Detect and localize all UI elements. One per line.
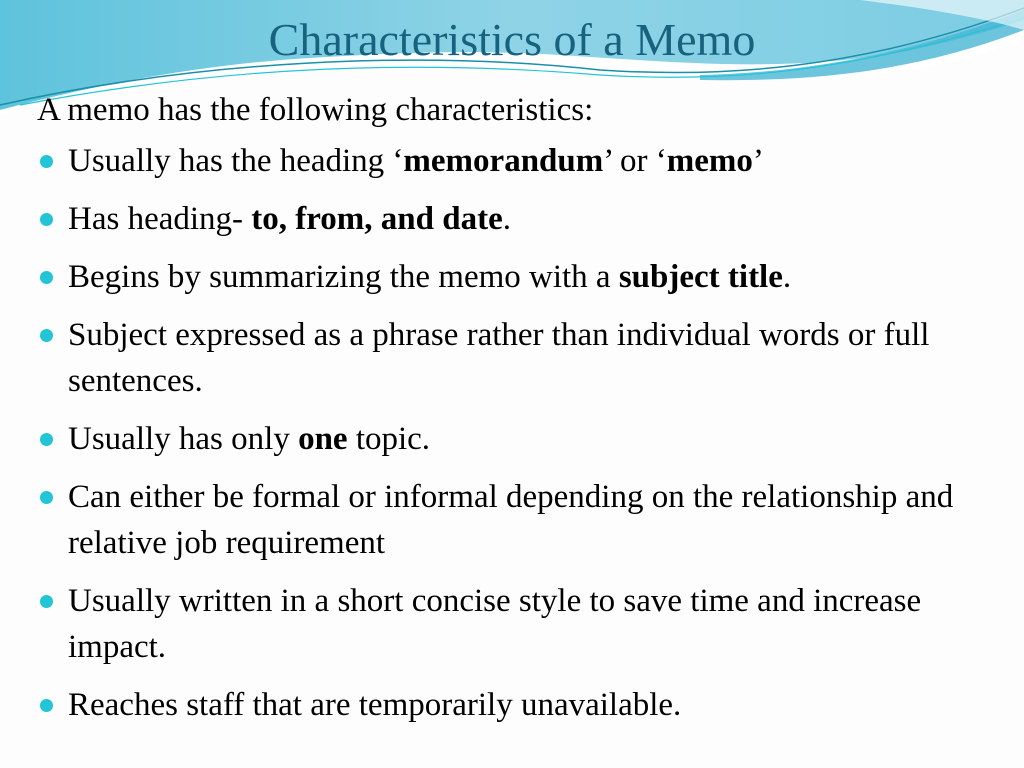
bullet-list: [40, 138, 1000, 740]
bullet-text: Reaches staff that are temporarily unavailable.: [68, 687, 682, 723]
intro-text: A memo has the following characteristics:: [37, 92, 594, 128]
bullet-item: [40, 254, 1000, 300]
bullet-text: .: [782, 259, 792, 295]
bullet-item: [40, 416, 1000, 462]
bold-text: to, from, and date: [251, 201, 503, 237]
bullet-text: topic.: [347, 421, 431, 457]
bullet-text: .: [502, 201, 511, 237]
bullet-text: Has heading-: [68, 201, 252, 237]
bullet-text: Subject expressed as a phrase rather than individual words or full sentences.: [68, 317, 930, 399]
bullet-item: [40, 138, 1000, 184]
bold-text: memorandum: [403, 143, 604, 179]
bullet-item: [40, 312, 1000, 404]
bullet-dot-icon: [40, 329, 53, 342]
bullet-text: Usually has the heading ‘: [68, 143, 404, 179]
bullet-dot-icon: [40, 595, 53, 608]
bullet-item: [40, 196, 1000, 242]
bullet-dot-icon: [40, 213, 53, 226]
slide-title: Characteristics of a Memo: [268, 14, 756, 65]
bullet-text: Begins by summarizing the memo with a: [68, 259, 619, 295]
bold-text: subject title: [618, 259, 783, 295]
bullet-text: Can either be formal or informal depending on the relationship and relative job requirement: [68, 479, 954, 561]
bullet-text: ’: [752, 143, 764, 179]
bullet-dot-icon: [40, 699, 53, 712]
bullet-item: [40, 578, 1000, 670]
bullet-text: Usually written in a short concise style to save time and increase impact.: [68, 583, 922, 665]
bullet-dot-icon: [40, 491, 53, 504]
bullet-item: [40, 474, 1000, 566]
bullet-text: ’ or ‘: [603, 143, 667, 179]
bullet-dot-icon: [40, 155, 53, 168]
bullet-item: [40, 682, 1000, 728]
bold-text: memo: [666, 143, 753, 179]
bullet-dot-icon: [40, 433, 53, 446]
bold-text: one: [298, 421, 348, 457]
bullet-dot-icon: [40, 271, 53, 284]
bullet-text: Usually has only: [68, 421, 299, 457]
